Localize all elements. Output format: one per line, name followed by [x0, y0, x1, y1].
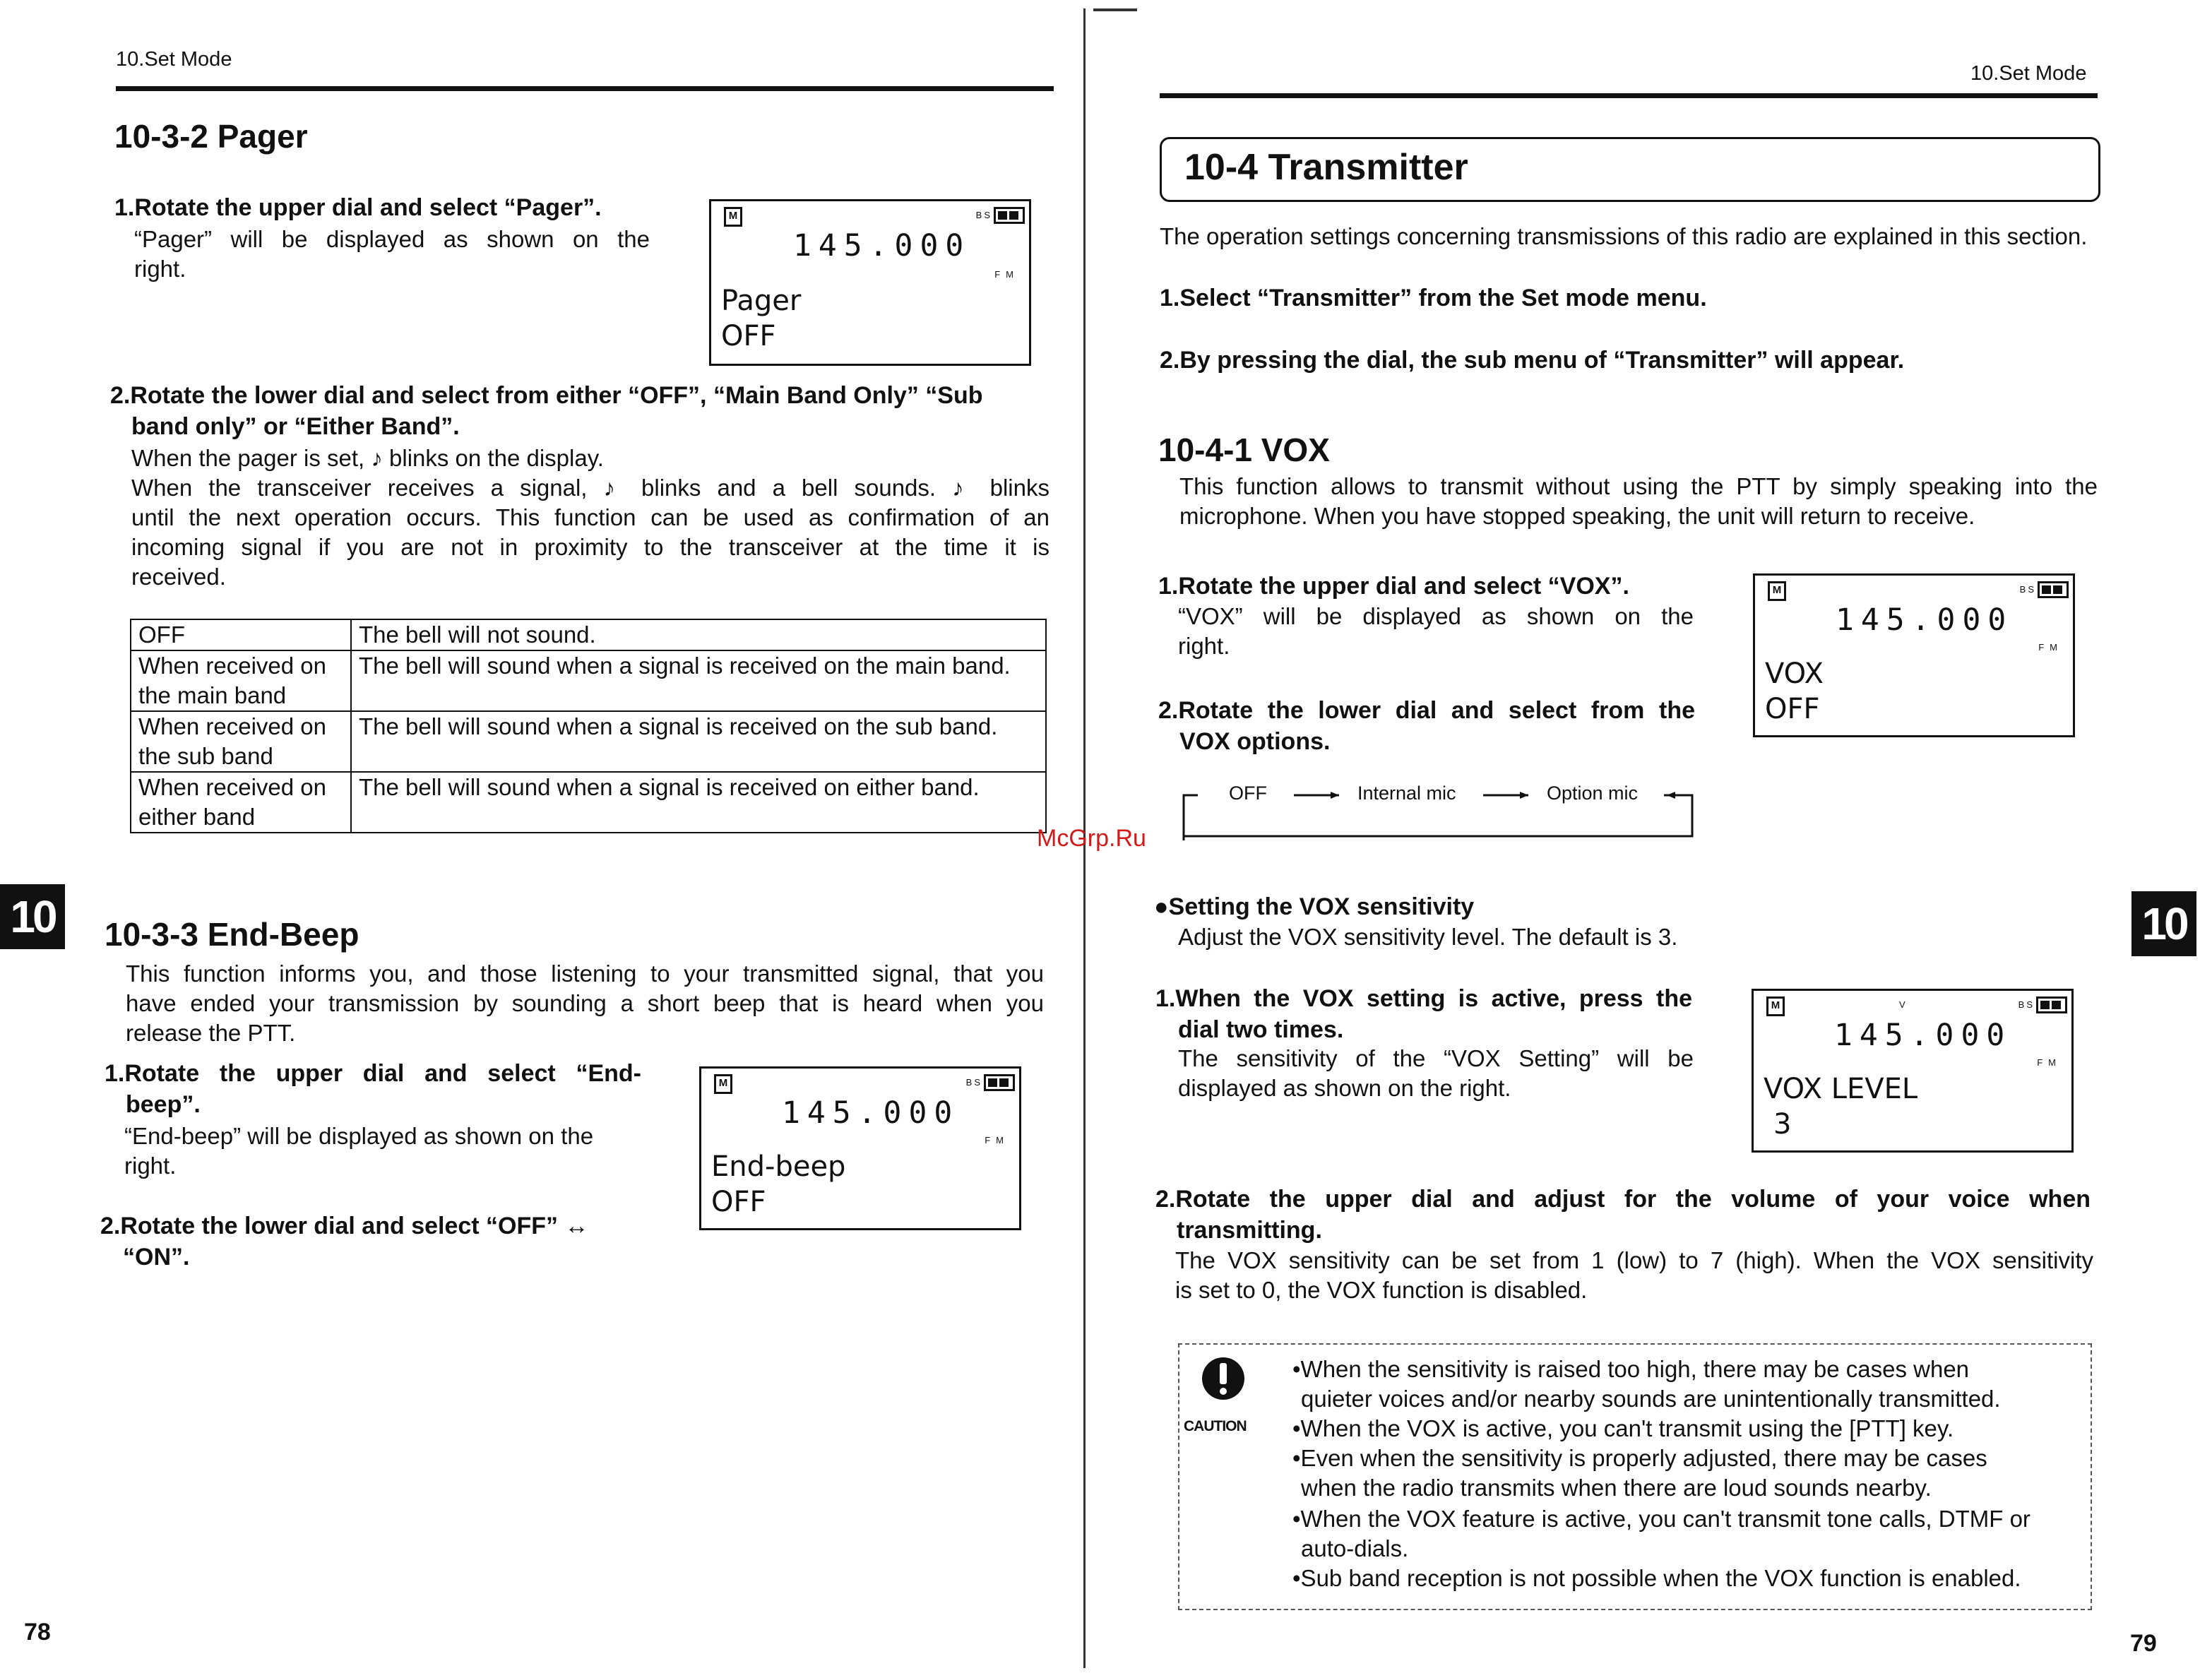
fm-indicator: FM	[994, 269, 1019, 280]
table-row	[131, 650, 1046, 711]
lcd-display-pager	[709, 199, 1031, 366]
chapter-title-box	[1160, 137, 2100, 202]
subheading: ●Setting the VOX sensitivity	[1154, 893, 1475, 920]
step-title: 1.Select “Transmitter” from the Set mode menu.	[1160, 285, 1707, 311]
fm-indicator: FM	[985, 1135, 1009, 1146]
section-title-pager: 10-3-2 Pager	[114, 118, 308, 155]
step-title: 2.Rotate the lower dial and select “OFF” ↔ “ON”.	[100, 1213, 589, 1271]
caution-box	[1178, 1343, 2092, 1610]
bs-indicator: BS	[2018, 999, 2035, 1010]
cycle-line-left	[1184, 795, 1198, 840]
chapter-title: 10-4 Transmitter	[1184, 147, 1468, 188]
caution-line: •When the VOX feature is active, you can't transmit tone calls, DTMF or	[1292, 1506, 2030, 1532]
caution-line: quieter voices and/or nearby sounds are unintentionally transmitted.	[1301, 1386, 2001, 1412]
arrowhead-1	[1331, 792, 1339, 799]
page-number: 78	[24, 1619, 51, 1646]
lcd-line-1: VOX LEVEL	[1764, 1073, 1918, 1105]
vox-indicator: V	[1899, 999, 1905, 1010]
lcd-line-2: OFF	[1765, 693, 1820, 725]
caution-line: auto-dials.	[1301, 1535, 1409, 1561]
caution-icon	[1199, 1355, 1247, 1418]
battery-icon	[2036, 996, 2067, 1013]
table-cell-option: When received on either band	[131, 772, 351, 833]
vox-option: Option mic	[1547, 783, 1639, 804]
spine-mark	[1093, 8, 1137, 11]
battery-icon	[984, 1074, 1015, 1091]
chapter-tab: 10	[0, 884, 65, 949]
step-body: “End-beep” will be displayed as shown on the right.	[124, 1123, 594, 1179]
lcd-line-1: Pager	[721, 285, 802, 317]
table-cell-option: OFF	[131, 619, 351, 650]
memory-icon: M	[1768, 581, 1786, 601]
bs-indicator: BS	[2019, 584, 2036, 595]
chapter-tab: 10	[2131, 891, 2196, 956]
lcd-line-2: OFF	[721, 320, 776, 352]
section-body: Adjust the VOX sensitivity level. The default is 3.	[1178, 924, 1678, 950]
table-cell-desc: The bell will sound when a signal is received on either band.	[351, 772, 1046, 833]
vox-option: OFF	[1229, 783, 1267, 804]
frequency: 145.000	[1834, 1018, 2012, 1053]
section-intro: This function informs you, and those listening to your transmitted signal, that you have ended your transmission by sounding a short beep that is heard when you release the PTT.	[126, 960, 1044, 1046]
step-title: 1.Rotate the upper dial and select “End- beep”.	[105, 1060, 641, 1118]
step-title: 1.When the VOX setting is active, press the dial two times.	[1155, 985, 1692, 1043]
table-row	[131, 619, 1046, 650]
step-body: The VOX sensitivity can be set from 1 (low) to 7 (high). When the VOX sensitivity is set to 0, the VOX function is disabled.	[1175, 1247, 2093, 1303]
battery-icon	[2038, 581, 2069, 598]
lcd-display-vox	[1753, 573, 2075, 737]
frequency: 145.000	[1836, 602, 2014, 638]
table-row	[131, 711, 1046, 772]
section-intro: This function allows to transmit without using the PTT by simply speaking into the microphone. When you have stopped speaking, the unit will return to receive.	[1179, 473, 2098, 529]
section-title-endbeep: 10-3-3 End-Beep	[105, 916, 359, 953]
table-cell-option: When received on the main band	[131, 650, 351, 711]
lcd-line-2: OFF	[711, 1186, 766, 1218]
caution-line: •Even when the sensitivity is properly adjusted, there may be cases	[1292, 1445, 1987, 1471]
memory-icon: M	[724, 207, 742, 227]
caution-line: •When the sensitivity is raised too high, there may be cases when	[1292, 1356, 1970, 1382]
step-body: “Pager” will be displayed as shown on the right.	[134, 226, 650, 282]
step-title: 1.Rotate the upper dial and select “Pager”.	[114, 194, 602, 221]
step-body: When the pager is set, ♪ blinks on the display. When the transceiver receives a signal, ♪ blinks and a bell sounds. ♪ blinks until the next operation occurs. This function can be used as confirmation of an incoming signal if you are not in proximity to the transceiver at the time it is received.	[131, 445, 1049, 590]
vox-option: Internal mic	[1357, 783, 1456, 804]
bs-indicator: BS	[975, 210, 992, 220]
lcd-display-vox-level	[1752, 989, 2074, 1153]
step-title: 2.Rotate the lower dial and select from either “OFF”, “Main Band Only” “Sub band only” or “Either Band”.	[110, 382, 983, 440]
lcd-display-endbeep	[699, 1066, 1021, 1230]
fm-indicator: FM	[2037, 1057, 2062, 1068]
watermark: McGrp.Ru	[1037, 825, 1146, 852]
memory-icon: M	[714, 1074, 732, 1094]
table-row	[131, 772, 1046, 833]
table-cell-desc: The bell will sound when a signal is received on the sub band.	[351, 711, 1046, 772]
caution-line: when the radio transmits when there are loud sounds nearby.	[1301, 1475, 1932, 1501]
section-intro: The operation settings concerning transmissions of this radio are explained in this section.	[1160, 223, 2088, 249]
arrowhead-3	[1667, 792, 1675, 799]
lcd-line-2: 3	[1773, 1108, 1792, 1141]
section-title-vox: 10-4-1 VOX	[1158, 432, 1330, 468]
frequency: 145.000	[793, 228, 971, 263]
table-cell-desc: The bell will not sound.	[351, 619, 1046, 650]
page-header: 10.Set Mode	[1970, 62, 2087, 85]
step-title: 2.Rotate the upper dial and adjust for the volume of your voice when transmitting.	[1155, 1186, 2091, 1244]
lcd-line-1: End-beep	[711, 1150, 846, 1183]
step-title: 2.By pressing the dial, the sub menu of “Transmitter” will appear.	[1160, 347, 1905, 374]
fm-indicator: FM	[2038, 642, 2063, 653]
memory-icon: M	[1766, 996, 1785, 1016]
caution-line: •When the VOX is active, you can't transmit using the [PTT] key.	[1292, 1415, 1954, 1441]
caution-line: •Sub band reception is not possible when the VOX function is enabled.	[1292, 1565, 2021, 1591]
pager-options-table	[130, 619, 1047, 833]
step-body: “VOX” will be displayed as shown on the right.	[1178, 603, 1694, 659]
caution-label: CAUTION	[1184, 1418, 1247, 1434]
header-rule	[1160, 93, 2098, 98]
frequency: 145.000	[782, 1095, 960, 1131]
step-title: 1.Rotate the upper dial and select “VOX”.	[1158, 573, 1629, 600]
page-number: 79	[2130, 1630, 2157, 1657]
table-cell-option: When received on the sub band	[131, 711, 351, 772]
step-title: 2.Rotate the lower dial and select from the VOX options.	[1158, 697, 1695, 755]
step-body: The sensitivity of the “VOX Setting” will be displayed as shown on the right.	[1178, 1045, 1694, 1101]
lcd-line-1: VOX	[1765, 657, 1824, 690]
page-header: 10.Set Mode	[116, 48, 232, 71]
arrowhead-2	[1520, 792, 1528, 799]
bs-indicator: BS	[965, 1077, 982, 1088]
table-cell-desc: The bell will sound when a signal is received on the main band.	[351, 650, 1046, 711]
header-rule	[116, 86, 1054, 91]
battery-icon	[994, 207, 1025, 224]
